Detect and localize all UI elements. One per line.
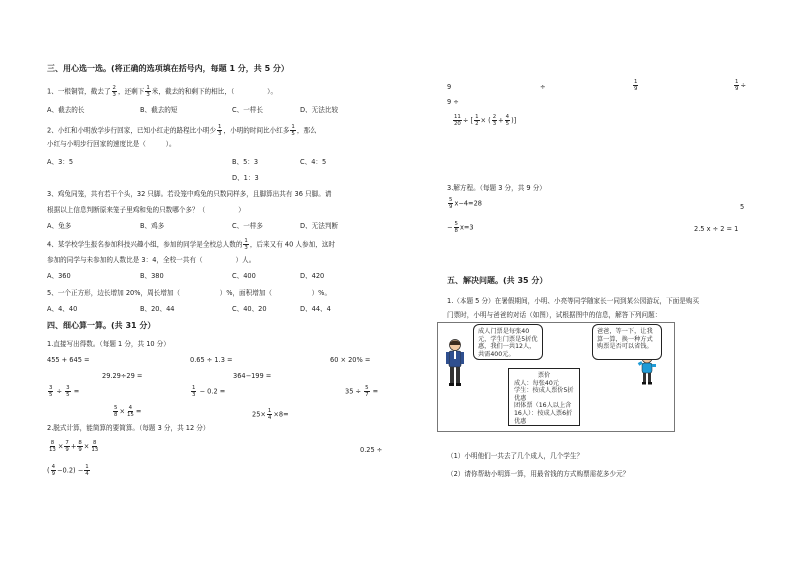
father-figure: [442, 338, 468, 388]
q4-option-c[interactable]: C、400: [232, 272, 256, 280]
step-calc-2: 0.25 ÷: [360, 446, 383, 454]
q3-stem-line1: 3、鸡兔同笼，共有若干个头，32 只脚。若设笼中鸡兔的只数同样多，且脚算出共有 36 只脚。请: [47, 190, 332, 198]
sub1-title: 1.直接写出得数。（每题 1 分，共 10 分）: [47, 340, 170, 348]
sub3-title: 3.解方程。（每题 3 分，共 9 分）: [447, 184, 546, 192]
problem1-line2: 门票时，小明与爸爸的对话（如图），试根据图中的信息，解答下列问题：: [447, 311, 662, 319]
q3-option-b[interactable]: B、鸡多: [140, 222, 165, 230]
q5-option-a[interactable]: A、4、40: [47, 305, 78, 313]
subquestion-1: （1）小明他们一共去了几个成人，几个学生？: [447, 452, 584, 460]
r-top-frac1: $\frac{1}{9}$: [634, 79, 638, 92]
q1-fraction-1: $\frac{2}{3}$: [112, 85, 116, 98]
q4-option-a[interactable]: A、360: [47, 272, 71, 280]
calc-7: $\frac{1}{3}$ − 0.2 =: [192, 385, 226, 398]
q1-fraction-2: $\frac{1}{3}$: [146, 85, 150, 98]
calc-5: 364−199 =: [233, 372, 272, 380]
calc-2: 0.65 ÷ 1.3 =: [190, 356, 233, 364]
problem1-line1: 1.（本题 5 分）在暑假期间，小明、小亮等同学随家长一同到某公园游玩，下面是购买: [447, 297, 700, 305]
q5-option-d[interactable]: D、44、4: [300, 305, 331, 313]
section4-title: 四、细心算一算。(共 31 分）: [47, 321, 156, 330]
section5-title: 五、解决问题。(共 35 分）: [447, 276, 548, 285]
q1-option-b[interactable]: B、截去的短: [140, 106, 178, 114]
ticket-title: 票价: [537, 372, 551, 379]
r-top-div: ÷: [540, 83, 546, 91]
q4-stem-line2: 参加的同学与未参加的人数比是 3：4，全校一共有（ ）人。: [47, 256, 256, 264]
q3-stem-line2: 根据以上信息判断原来笼子里鸡和兔的只数哪个多？（ ）: [47, 206, 245, 214]
q1-option-d[interactable]: D、无法比较: [300, 106, 339, 114]
equation-2: − $\frac{5}{8}$ x=3: [447, 221, 474, 234]
calc-6: $\frac{3}{5}$ ÷ $\frac{3}{5}$ =: [49, 385, 80, 398]
sub2-title: 2.脱式计算，能简算的要简算。（每题 3 分，共 12 分）: [47, 424, 210, 432]
q5-option-b[interactable]: B、20、44: [140, 305, 175, 313]
q1-option-a[interactable]: A、截去的长: [47, 106, 85, 114]
q1-stem: 1、一根铜管，截去了 $\frac{2}{3}$ ，还剩下 $\frac{1}{3}$ 米，截去的和剩下的相比，（ ）。: [47, 85, 278, 98]
ticket-line-group: 团体票（16人以上含16人）：按成人票6折优惠: [514, 402, 573, 425]
q2-option-b[interactable]: B、5：3: [232, 158, 259, 166]
q2-stem-line1: 2、小红和小明放学步行回家，已知小红走的路程比小明少 $\frac{1}{3}$ ，小明的时间比小红多 $\frac{1}{5}$ ，那么: [47, 124, 317, 137]
q3-option-d[interactable]: D、无法判断: [300, 222, 339, 230]
child-speech-bubble: 爸爸，等一下，让我算一算，换一种方式购票是否可以省钱。: [592, 324, 662, 360]
father-speech-bubble: 成人门票是每张40元，学生门票是5折优惠，我们一共12人，共需400元。: [473, 324, 543, 360]
subquestion-2: （2）请你帮助小明算一算，用最省钱的方式购票需花多少元？: [447, 470, 630, 478]
ticket-line-student: 学生：按成人票价5折优惠: [514, 387, 574, 402]
q2-option-c[interactable]: C、4：5: [300, 158, 327, 166]
q3-option-a[interactable]: A、兔多: [47, 222, 72, 230]
equation-right-5: 5: [740, 203, 745, 211]
r-top-9b: 9 ÷: [447, 98, 459, 106]
q4-option-b[interactable]: B、380: [140, 272, 164, 280]
ticket-line-adult: 成人：每张40元: [514, 379, 559, 387]
q5-stem: 5、一个正方形，边长增加 20%，周长增加（ ）%，面积增加（ ）%。: [47, 289, 332, 297]
q2-stem-line2: 小红与小明步行回家的速度比是（ ）。: [47, 140, 176, 148]
step-calc-1: $\frac{8}{13}$ × $\frac{7}{9}$ + $\frac{8}{9}$ × $\frac{8}{13}$: [49, 440, 99, 453]
equation-1: $\frac{5}{9}$ x−4=28: [449, 197, 482, 210]
r-expr: $\frac{11}{20}$ ÷ [ $\frac{1}{2}$ × ( $\frac{2}{3}$ + $\frac{4}{5}$ )]: [454, 114, 517, 127]
q1-option-c[interactable]: C、一样长: [232, 106, 263, 114]
r-top-frac2: $\frac{1}{9}$ ÷: [735, 79, 746, 92]
calc-3: 60 × 20% =: [330, 356, 371, 364]
q2-option-a[interactable]: A、3：5: [47, 158, 74, 166]
q4-option-d[interactable]: D、420: [300, 272, 325, 280]
calc-10: 25× $\frac{1}{4}$ ×8=: [252, 408, 289, 421]
q4-stem-line1: 4、某学校学生报名参加科技兴趣小组，参加的同学是全校总人数的 $\frac{1}{3}$ ，后来又有 40 人参加，这时: [47, 238, 335, 251]
step-calc-3: ( $\frac{4}{9}$ −0.2) − $\frac{1}{4}$: [47, 464, 89, 477]
calc-8: 35 ÷ $\frac{5}{7}$ =: [345, 385, 379, 398]
calc-4: 29.29÷29 =: [102, 372, 143, 380]
q2-option-d[interactable]: D、1：3: [232, 174, 259, 182]
equation-3: 2.5 x ÷ 2 = 1: [694, 225, 739, 233]
ticket-price-board: [508, 368, 580, 426]
q5-option-c[interactable]: C、40、20: [232, 305, 267, 313]
section3-title: 三、用心选一选。(将正确的选项填在括号内，每题 1 分，共 5 分）: [47, 64, 289, 73]
r-top-9: 9: [447, 83, 452, 91]
q3-option-c[interactable]: C、一样多: [232, 222, 263, 230]
calc-9: $\frac{5}{8}$ × $\frac{4}{15}$ =: [114, 405, 142, 418]
calc-1: 455 + 645 =: [47, 356, 90, 364]
